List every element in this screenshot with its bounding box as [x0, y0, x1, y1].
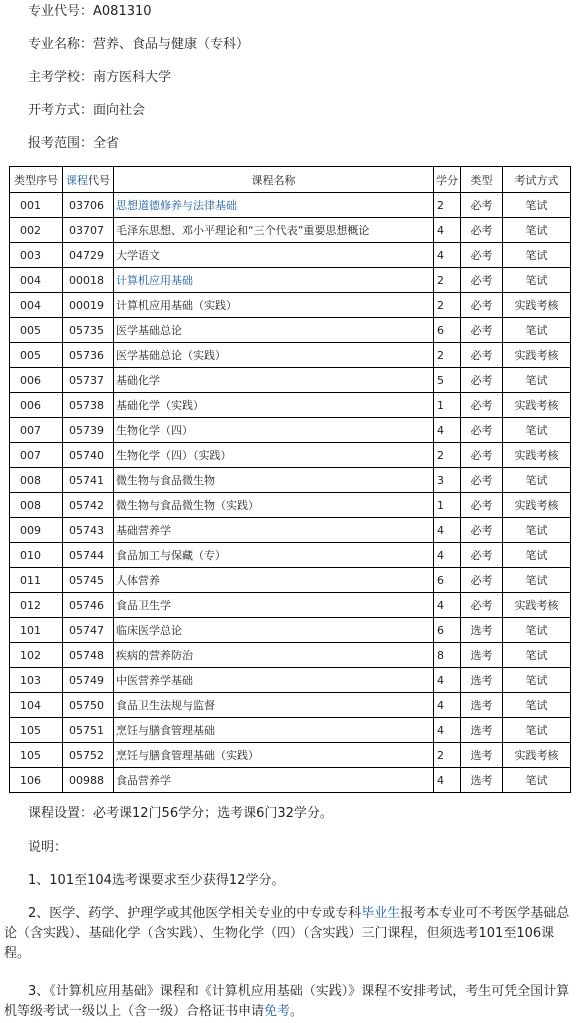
cell-credit: 4 — [434, 243, 461, 268]
info-line-scope — [28, 136, 119, 152]
cell-type: 必考 — [461, 368, 503, 393]
cell-code: 05749 — [63, 668, 114, 693]
note-2-text-a: 2、医学、药学、护理学或其他医学相关专业的中专或专科 — [28, 906, 362, 921]
cell-credit: 4 — [434, 543, 461, 568]
table-row — [10, 718, 571, 743]
cell-credit: 3 — [434, 468, 461, 493]
cell-type: 选考 — [461, 768, 503, 793]
cell-type: 选考 — [461, 643, 503, 668]
cell-course-name: 人体营养 — [114, 568, 434, 593]
table-row — [10, 368, 571, 393]
cell-exam: 实践考核 — [503, 593, 571, 618]
cell-seq: 007 — [10, 443, 63, 468]
table-header-row — [10, 167, 571, 193]
cell-type: 必考 — [461, 193, 503, 218]
cell-seq: 006 — [10, 368, 63, 393]
table-row — [10, 443, 571, 468]
cell-exam: 笔试 — [503, 368, 571, 393]
info-label: 主考学校： — [28, 70, 94, 85]
cell-credit: 4 — [434, 768, 461, 793]
cell-course-name: 大学语文 — [114, 243, 434, 268]
info-label: 开考方式： — [28, 103, 94, 118]
cell-seq: 011 — [10, 568, 63, 593]
cell-exam: 笔试 — [503, 568, 571, 593]
cell-seq: 005 — [10, 318, 63, 343]
cell-credit: 4 — [434, 718, 461, 743]
table-row — [10, 293, 571, 318]
cell-exam: 实践考核 — [503, 743, 571, 768]
table-row — [10, 693, 571, 718]
cell-course-name: 中医营养学基础 — [114, 668, 434, 693]
cell-exam: 笔试 — [503, 218, 571, 243]
cell-credit: 4 — [434, 218, 461, 243]
cell-credit: 4 — [434, 693, 461, 718]
info-value: 全省 — [93, 136, 120, 151]
note-3-text-b: 。 — [290, 1004, 304, 1019]
cell-course-name: 医学基础总论 — [114, 318, 434, 343]
cell-code: 05752 — [63, 743, 114, 768]
cell-credit: 1 — [434, 393, 461, 418]
cell-seq: 105 — [10, 743, 63, 768]
cell-exam: 笔试 — [503, 543, 571, 568]
cell-code: 05751 — [63, 718, 114, 743]
cell-code: 05738 — [63, 393, 114, 418]
course-table-body — [10, 193, 571, 793]
cell-seq: 008 — [10, 468, 63, 493]
cell-exam: 笔试 — [503, 243, 571, 268]
cell-course-name: 烹饪与膳食管理基础 — [114, 718, 434, 743]
course-summary: 课程设置：必考课12门56学分；选考课6门32学分。 — [28, 806, 333, 821]
cell-course-name: 食品卫生法规与监督 — [114, 693, 434, 718]
info-label: 专业代号： — [28, 4, 94, 19]
cell-seq: 102 — [10, 643, 63, 668]
cell-seq: 004 — [10, 268, 63, 293]
cell-course-name: 食品加工与保藏（专） — [114, 543, 434, 568]
cell-exam: 实践考核 — [503, 443, 571, 468]
cell-exam: 笔试 — [503, 668, 571, 693]
note-2-text-b: 报考本专业可不考医学基础总论（含实践）、基础化学（含实践）、生物化学（四）（含实践）三门课程，但须选考101至106课程。 — [4, 906, 570, 961]
table-row — [10, 668, 571, 693]
cell-type: 必考 — [461, 393, 503, 418]
cell-code: 03707 — [63, 218, 114, 243]
cell-code: 03706 — [63, 193, 114, 218]
cell-type: 必考 — [461, 318, 503, 343]
cell-type: 必考 — [461, 468, 503, 493]
cell-type: 必考 — [461, 268, 503, 293]
cell-type: 必考 — [461, 568, 503, 593]
cell-course-name: 毛泽东思想、邓小平理论和“三个代表”重要思想概论 — [114, 218, 434, 243]
cell-code: 04729 — [63, 243, 114, 268]
table-row — [10, 418, 571, 443]
cell-course-name: 烹饪与膳食管理基础（实践） — [114, 743, 434, 768]
cell-seq: 103 — [10, 668, 63, 693]
cell-credit: 6 — [434, 318, 461, 343]
cell-type: 必考 — [461, 343, 503, 368]
cell-credit: 2 — [434, 343, 461, 368]
cell-seq: 106 — [10, 768, 63, 793]
table-row — [10, 743, 571, 768]
cell-credit: 2 — [434, 443, 461, 468]
cell-code: 00018 — [63, 268, 114, 293]
cell-credit: 1 — [434, 493, 461, 518]
cell-seq: 101 — [10, 618, 63, 643]
table-row — [10, 618, 571, 643]
table-row — [10, 343, 571, 368]
cell-course-name: 食品卫生学 — [114, 593, 434, 618]
course-table — [9, 166, 571, 793]
cell-code: 05747 — [63, 618, 114, 643]
cell-credit: 2 — [434, 268, 461, 293]
table-row — [10, 243, 571, 268]
cell-exam: 实践考核 — [503, 343, 571, 368]
cell-type: 必考 — [461, 218, 503, 243]
cell-course-name: 微生物与食品微生物（实践） — [114, 493, 434, 518]
table-row — [10, 518, 571, 543]
info-line-school — [28, 70, 171, 86]
cell-code: 05737 — [63, 368, 114, 393]
cell-type: 选考 — [461, 618, 503, 643]
header-seq: 类型序号 — [10, 167, 63, 193]
cell-type: 选考 — [461, 718, 503, 743]
header-exam: 考试方式 — [503, 167, 571, 193]
header-name: 课程名称 — [114, 167, 434, 193]
table-row — [10, 468, 571, 493]
header-code-rest: 代号 — [88, 173, 110, 187]
cell-course-name: 医学基础总论（实践） — [114, 343, 434, 368]
cell-course-name: 生物化学（四）（实践） — [114, 443, 434, 468]
cell-credit: 2 — [434, 743, 461, 768]
cell-course-name: 疾病的营养防治 — [114, 643, 434, 668]
cell-type: 选考 — [461, 743, 503, 768]
cell-credit: 4 — [434, 518, 461, 543]
cell-course-name — [114, 268, 434, 293]
info-value: 营养、食品与健康（专科） — [93, 37, 250, 52]
table-row — [10, 393, 571, 418]
cell-exam: 笔试 — [503, 468, 571, 493]
table-row — [10, 493, 571, 518]
cell-type: 必考 — [461, 543, 503, 568]
note-2-link-graduate[interactable]: 毕业生 — [361, 906, 401, 921]
cell-type: 必考 — [461, 418, 503, 443]
cell-credit: 2 — [434, 293, 461, 318]
note-3-text-a: 3、《计算机应用基础》课程和《计算机应用基础（实践）》课程不安排考试，考生可凭全国计算机等级考试一级以上（含一级）合格证书申请 — [4, 984, 570, 1019]
cell-exam: 笔试 — [503, 418, 571, 443]
table-row — [10, 643, 571, 668]
course-name-link[interactable]: 思想道德修养与法律基础 — [116, 199, 237, 212]
cell-seq: 009 — [10, 518, 63, 543]
info-value: 南方医科大学 — [93, 70, 172, 85]
cell-code: 00019 — [63, 293, 114, 318]
cell-seq: 003 — [10, 243, 63, 268]
cell-code: 05750 — [63, 693, 114, 718]
cell-exam: 笔试 — [503, 643, 571, 668]
note-2 — [4, 904, 577, 964]
table-row — [10, 218, 571, 243]
table-row — [10, 268, 571, 293]
cell-course-name: 食品营养学 — [114, 768, 434, 793]
cell-course-name: 计算机应用基础（实践） — [114, 293, 434, 318]
cell-exam: 笔试 — [503, 518, 571, 543]
cell-type: 必考 — [461, 593, 503, 618]
cell-seq: 008 — [10, 493, 63, 518]
cell-course-name: 基础化学 — [114, 368, 434, 393]
cell-code: 05736 — [63, 343, 114, 368]
cell-course-name: 基础化学（实践） — [114, 393, 434, 418]
cell-code: 05745 — [63, 568, 114, 593]
info-value: 面向社会 — [93, 103, 146, 118]
cell-seq: 006 — [10, 393, 63, 418]
cell-exam: 笔试 — [503, 268, 571, 293]
cell-credit: 8 — [434, 643, 461, 668]
info-line-name — [28, 37, 249, 53]
course-name-link[interactable]: 计算机应用基础 — [116, 274, 193, 287]
cell-seq: 002 — [10, 218, 63, 243]
cell-code: 05735 — [63, 318, 114, 343]
cell-exam: 实践考核 — [503, 293, 571, 318]
cell-course-name: 基础营养学 — [114, 518, 434, 543]
cell-type: 必考 — [461, 493, 503, 518]
cell-code: 05746 — [63, 593, 114, 618]
info-line-code — [28, 4, 152, 20]
cell-exam: 笔试 — [503, 618, 571, 643]
cell-code: 05744 — [63, 543, 114, 568]
header-code-link[interactable]: 课程 — [66, 173, 88, 187]
note-1: 1、101至104选考课要求至少获得12学分。 — [28, 873, 285, 888]
info-line-mode — [28, 103, 145, 119]
cell-code: 00988 — [63, 768, 114, 793]
cell-code: 05740 — [63, 443, 114, 468]
cell-credit: 4 — [434, 593, 461, 618]
header-type: 类型 — [461, 167, 503, 193]
cell-seq: 104 — [10, 693, 63, 718]
cell-exam: 笔试 — [503, 768, 571, 793]
cell-seq: 105 — [10, 718, 63, 743]
cell-exam: 实践考核 — [503, 393, 571, 418]
cell-seq: 007 — [10, 418, 63, 443]
table-row — [10, 768, 571, 793]
cell-course-name: 临床医学总论 — [114, 618, 434, 643]
cell-type: 选考 — [461, 693, 503, 718]
table-row — [10, 593, 571, 618]
cell-credit: 4 — [434, 418, 461, 443]
table-row — [10, 543, 571, 568]
cell-course-name: 生物化学（四） — [114, 418, 434, 443]
cell-seq: 010 — [10, 543, 63, 568]
cell-type: 选考 — [461, 668, 503, 693]
cell-type: 必考 — [461, 443, 503, 468]
cell-type: 必考 — [461, 518, 503, 543]
cell-type: 必考 — [461, 293, 503, 318]
table-row — [10, 568, 571, 593]
cell-credit: 4 — [434, 668, 461, 693]
cell-seq: 012 — [10, 593, 63, 618]
cell-credit: 5 — [434, 368, 461, 393]
cell-type: 必考 — [461, 243, 503, 268]
table-row — [10, 193, 571, 218]
cell-seq: 004 — [10, 293, 63, 318]
cell-exam: 笔试 — [503, 718, 571, 743]
header-credit: 学分 — [434, 167, 461, 193]
info-value: A081310 — [93, 4, 152, 19]
cell-course-name — [114, 193, 434, 218]
info-label: 报考范围： — [28, 136, 94, 151]
cell-code: 05742 — [63, 493, 114, 518]
cell-exam: 实践考核 — [503, 493, 571, 518]
cell-seq: 005 — [10, 343, 63, 368]
cell-seq: 001 — [10, 193, 63, 218]
cell-credit: 6 — [434, 568, 461, 593]
header-code — [63, 167, 114, 193]
info-label: 专业名称： — [28, 37, 94, 52]
cell-code: 05748 — [63, 643, 114, 668]
cell-exam: 笔试 — [503, 318, 571, 343]
cell-code: 05743 — [63, 518, 114, 543]
notes-title: 说明： — [28, 840, 68, 855]
note-3 — [4, 982, 577, 1022]
note-3-link-exempt[interactable]: 免考 — [264, 1004, 291, 1019]
cell-course-name: 微生物与食品微生物 — [114, 468, 434, 493]
cell-credit: 2 — [434, 193, 461, 218]
cell-credit: 6 — [434, 618, 461, 643]
cell-exam: 笔试 — [503, 193, 571, 218]
cell-code: 05741 — [63, 468, 114, 493]
cell-exam: 笔试 — [503, 693, 571, 718]
table-row — [10, 318, 571, 343]
cell-code: 05739 — [63, 418, 114, 443]
